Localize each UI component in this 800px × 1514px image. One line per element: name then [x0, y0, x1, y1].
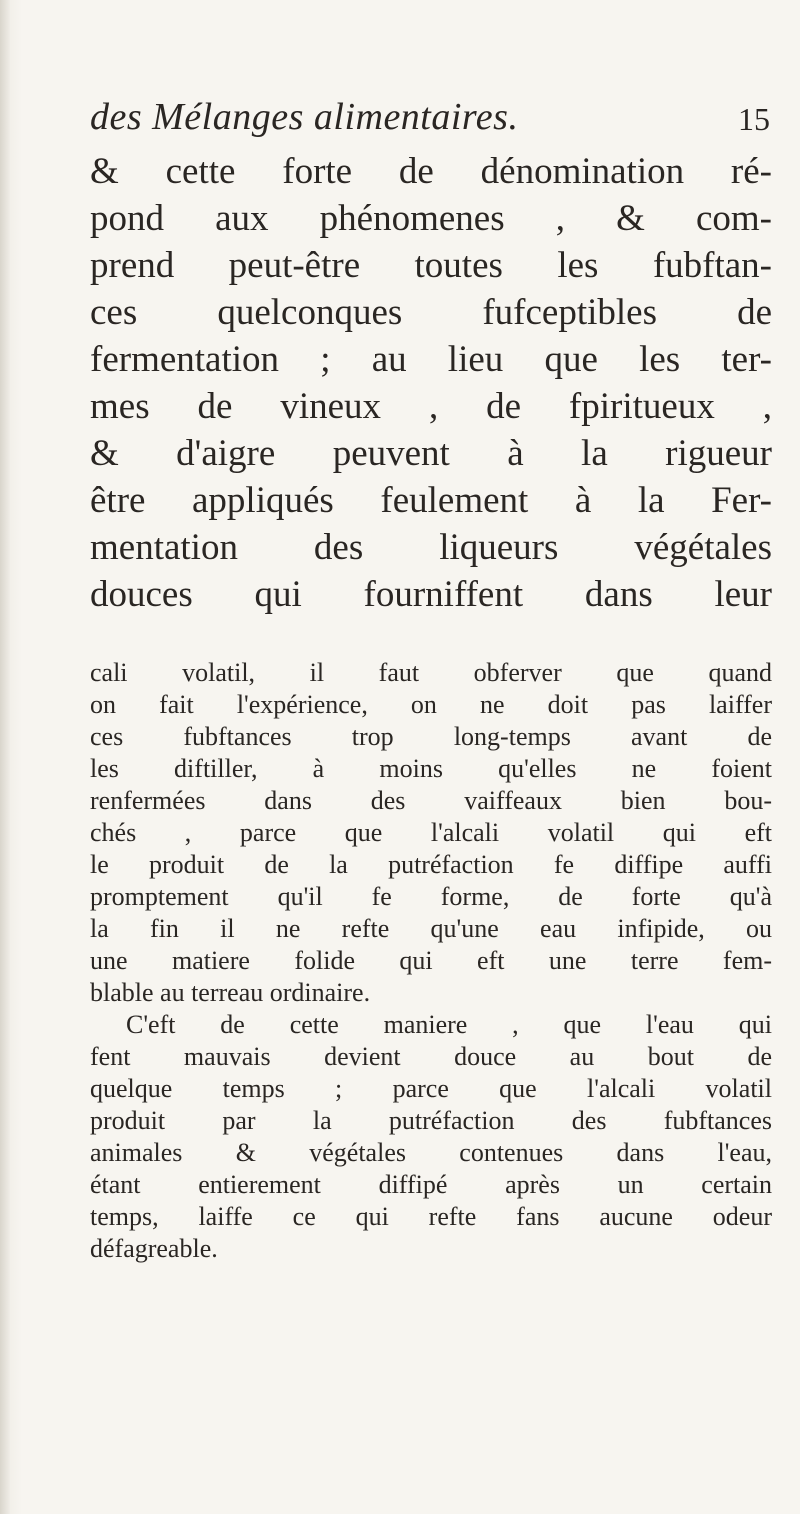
footnote-line: ces fubftances trop long-temps avant de: [90, 722, 772, 751]
text-line: être appliqués feulement à la Fer-: [90, 480, 772, 521]
footnote-line: une matiere folide qui eft une terre fem-: [90, 946, 772, 975]
page-spine-shadow: [0, 0, 10, 1514]
footnote-line: étant entierement diffipé après un certain: [90, 1170, 772, 1199]
text-line: & cette forte de dénomination ré-: [90, 151, 772, 192]
footnote-line: animales & végétales contenues dans l'eau,: [90, 1138, 772, 1167]
text-line: ces quelconques fufceptibles de: [90, 292, 772, 333]
footnote-line: défagreable.: [90, 1234, 218, 1263]
footnote-line: blable au terreau ordinaire.: [90, 978, 371, 1007]
footnote-line: la fin il ne refte qu'une eau infipide, ou: [90, 914, 772, 943]
footnote-line: le produit de la putréfaction fe diffipe auffi: [90, 850, 772, 879]
footnote-line: chés , parce que l'alcali volatil qui eft: [90, 818, 772, 847]
running-head: des Mélanges alimentaires.: [90, 96, 519, 138]
text-line: prend peut-être toutes les fubftan-: [90, 245, 772, 286]
page-number: 15: [738, 101, 770, 137]
text-line: pond aux phénomenes , & com-: [90, 198, 772, 239]
footnote-line: les diftiller, à moins qu'elles ne foient: [90, 754, 772, 783]
text-line: douces qui fourniffent dans leur: [90, 574, 772, 615]
footnote-line: temps, laiffe ce qui refte fans aucune odeur: [90, 1202, 772, 1231]
text-line: fermentation ; au lieu que les ter-: [90, 339, 772, 380]
footnote-line: quelque temps ; parce que l'alcali volatil: [90, 1074, 772, 1103]
footnote-line: promptement qu'il fe forme, de forte qu'à: [90, 882, 772, 911]
text-line: mentation des liqueurs végétales: [90, 527, 772, 568]
footnote-line: cali volatil, il faut obferver que quand: [90, 658, 772, 687]
footnote-line: C'eft de cette maniere , que l'eau qui: [126, 1010, 772, 1039]
footnote-line: fent mauvais devient douce au bout de: [90, 1042, 772, 1071]
page-header: [90, 95, 770, 145]
text-line: mes de vineux , de fpiritueux ,: [90, 386, 772, 427]
footnote-line: renfermées dans des vaiffeaux bien bou-: [90, 786, 772, 815]
footnote-line: on fait l'expérience, on ne doit pas laiffer: [90, 690, 772, 719]
text-line: & d'aigre peuvent à la rigueur: [90, 433, 772, 474]
footnote-line: produit par la putréfaction des fubftances: [90, 1106, 772, 1135]
